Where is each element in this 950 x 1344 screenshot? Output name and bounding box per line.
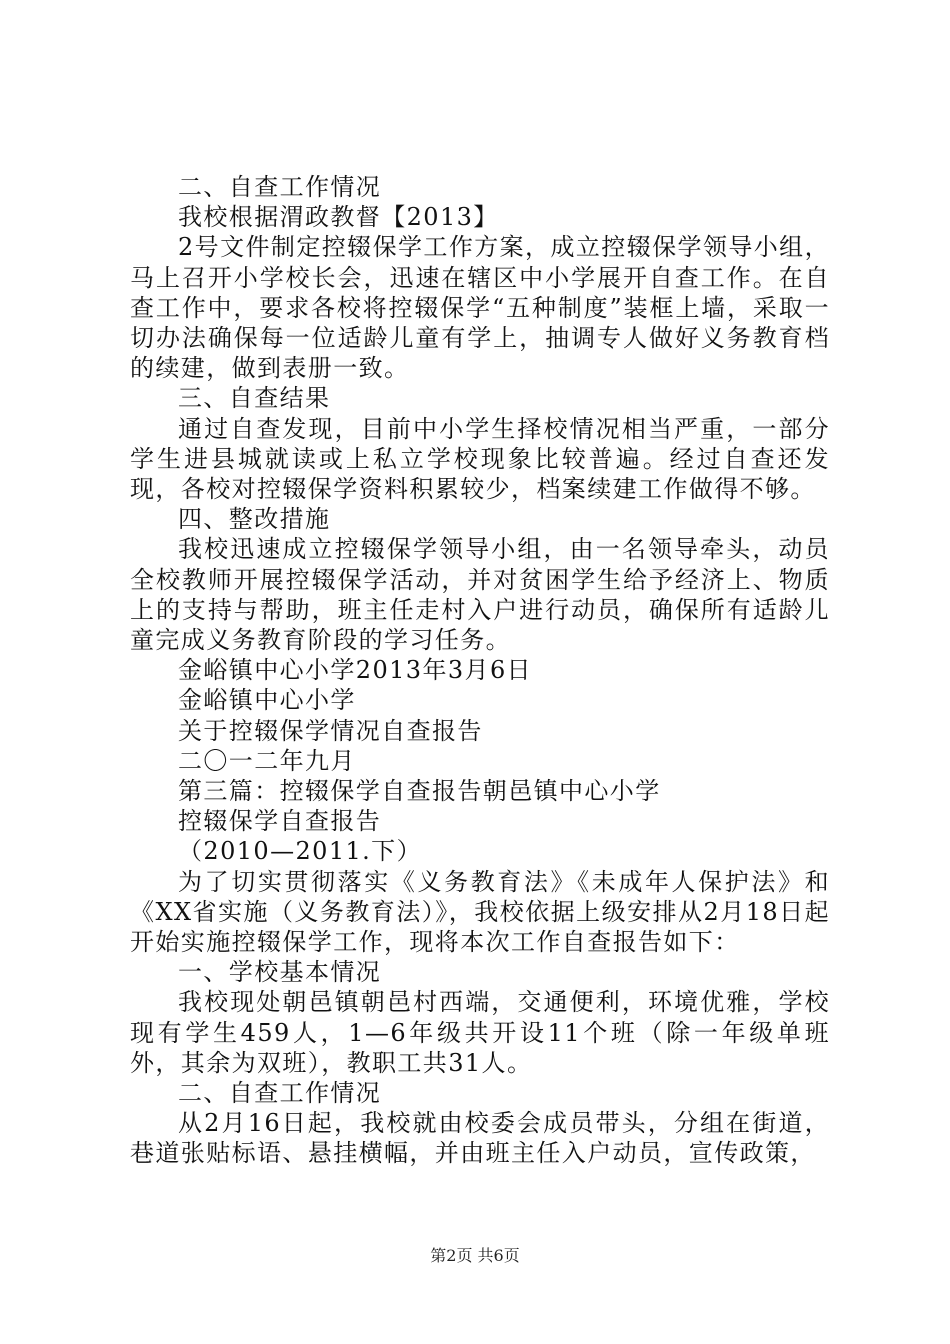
paragraph-line: 我校根据渭政教督【2013】 — [178, 203, 499, 232]
section-heading: 四、整改措施 — [178, 505, 331, 534]
signature-date: 金峪镇中心小学2013年3月6日 — [178, 656, 533, 685]
report-period: （2010—2011.下） — [178, 837, 422, 866]
document-body — [130, 172, 830, 1169]
paragraph: 2号文件制定控辍保学工作方案，成立控辍保学领导小组，马上召开小学校长会，迅速在辖区中小学展开自查工作。在自查工作中，要求各校将控辍保学“五种制度”装框上墙，采取一切办法确保每一位适龄儿童有学上，抽调专人做好义务教育档的续建，做到表册一致。 — [130, 233, 830, 383]
paragraph: 通过自查发现，目前中小学生择校情况相当严重，一部分学生进县城就读或上私立学校现象比较普遍。经过自查还发现，各校对控辍保学资料积累较少，档案续建工作做得不够。 — [130, 414, 830, 503]
part-heading: 第三篇：控辍保学自查报告朝邑镇中心小学 — [178, 776, 661, 805]
section-heading: 二、自查工作情况 — [178, 1078, 382, 1107]
report-title: 关于控辍保学情况自查报告 — [178, 716, 483, 745]
paragraph: 我校迅速成立控辍保学领导小组，由一名领导牵头，动员全校教师开展控辍保学活动，并对贫困学生给予经济上、物质上的支持与帮助，班主任走村入户进行动员，确保所有适龄儿童完成义务教育阶段的学习任务。 — [130, 535, 830, 654]
report-date: 二〇一二年九月 — [178, 746, 356, 775]
section-heading: 三、自查结果 — [178, 384, 331, 413]
school-name: 金峪镇中心小学 — [178, 686, 356, 715]
page-number-footer: 第2页 共6页 — [430, 1246, 520, 1265]
paragraph: 为了切实贯彻落实《义务教育法》《未成年人保护法》和《XX省实施（义务教育法）》，我校依据上级安排从2月18日起开始实施控辍保学工作，现将本次工作自查报告如下： — [130, 867, 830, 956]
part-title: 控辍保学自查报告 — [178, 807, 382, 836]
paragraph: 我校现处朝邑镇朝邑村西端，交通便利，环境优雅，学校现有学生459人，1—6年级共开设11个班（除一年级单班外，其余为双班），教职工共31人。 — [130, 988, 830, 1077]
section-heading: 一、学校基本情况 — [178, 958, 382, 987]
paragraph: 从2月16日起，我校就由校委会成员带头，分组在街道，巷道张贴标语、悬挂横幅，并由班主任入户动员，宣传政策， — [130, 1109, 830, 1168]
section-heading: 二、自查工作情况 — [178, 173, 382, 201]
